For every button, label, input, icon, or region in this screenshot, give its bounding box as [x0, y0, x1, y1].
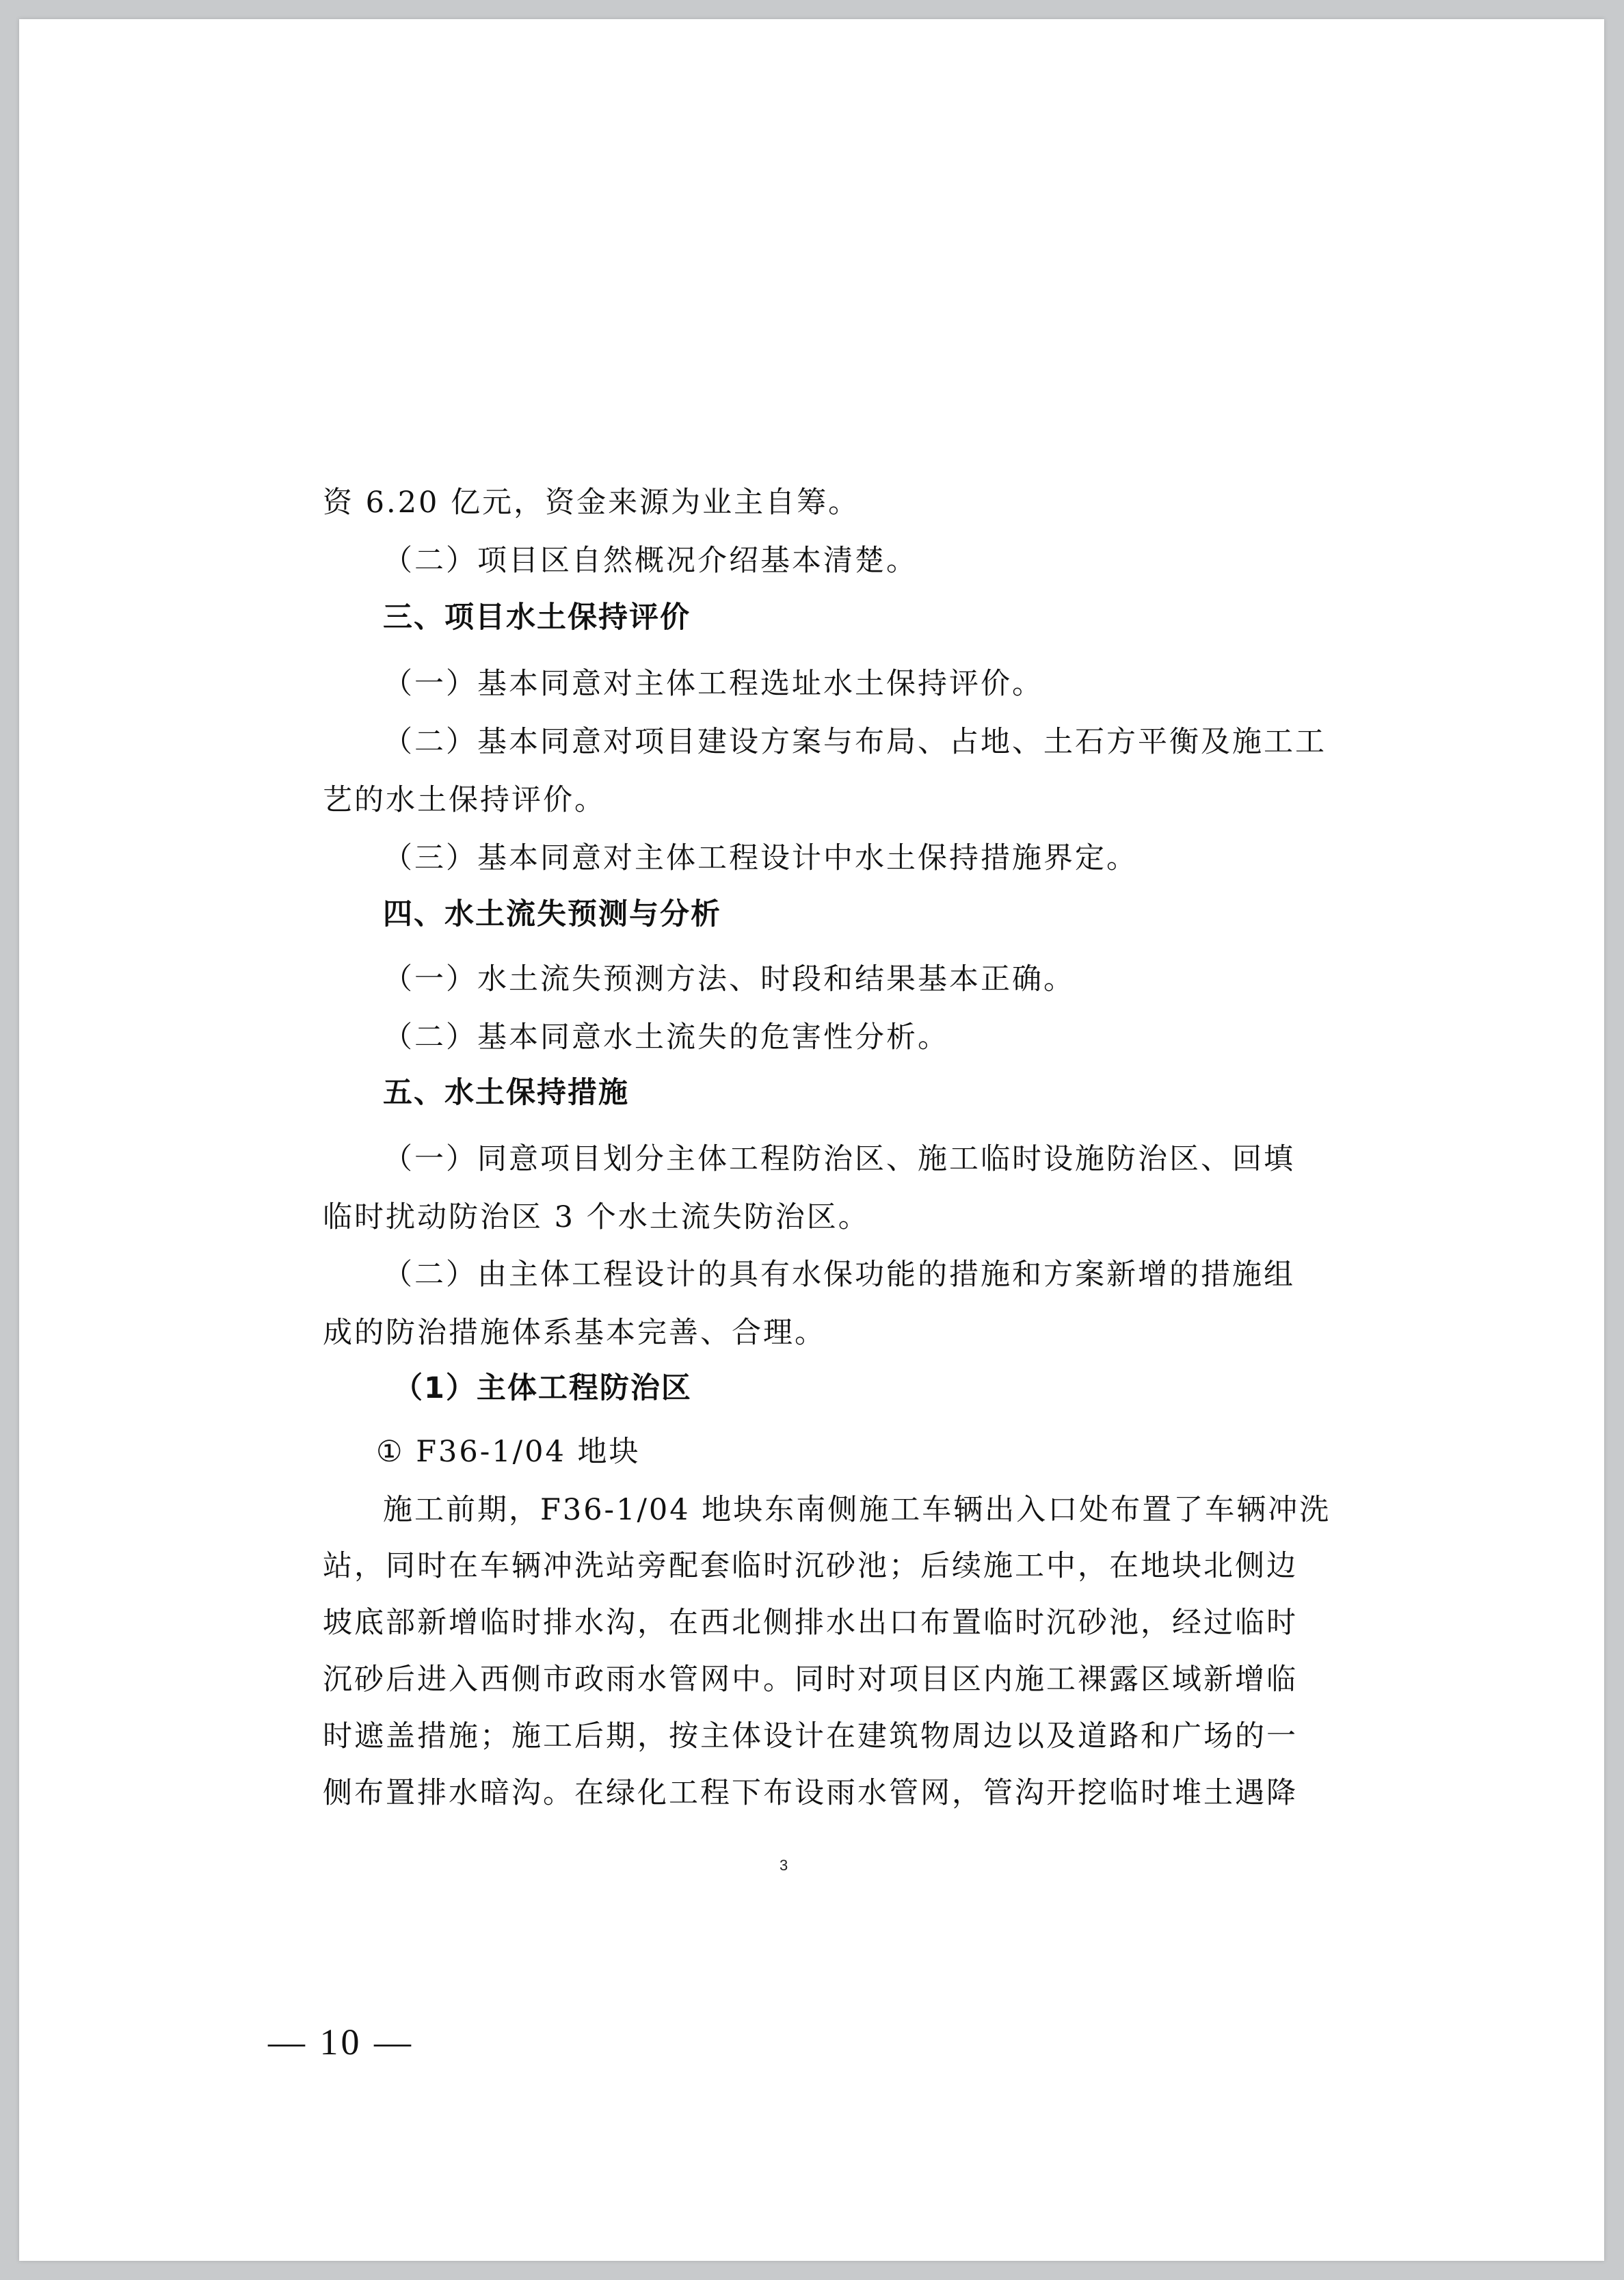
body-line: （一）同意项目划分主体工程防治区、施工临时设施防治区、回填 [383, 1142, 1295, 1176]
body-line: （一）基本同意对主体工程选址水土保持评价。 [383, 667, 1043, 701]
inner-page-number: 3 [780, 1857, 788, 1874]
body-line: （三）基本同意对主体工程设计中水土保持措施界定。 [383, 841, 1138, 875]
body-line: （二）基本同意对项目建设方案与布局、占地、土石方平衡及施工工 [383, 725, 1327, 759]
body-line: 艺的水土保持评价。 [323, 783, 606, 817]
section-heading: 三、项目水土保持评价 [383, 600, 691, 635]
body-line: （二）项目区自然概况介绍基本清楚。 [383, 544, 918, 578]
item-heading: ① F36-1/04 地块 [376, 1435, 641, 1469]
subsection-heading: （1）主体工程防治区 [393, 1371, 692, 1405]
body-line: （二）由主体工程设计的具有水保功能的措施和方案新增的措施组 [383, 1258, 1295, 1292]
body-line: 沉砂后进入西侧市政雨水管网中。同时对项目区内施工裸露区域新增临 [323, 1662, 1298, 1697]
body-line: 时遮盖措施；施工后期，按主体设计在建筑物周边以及道路和广场的一 [323, 1719, 1298, 1753]
body-line: （一）水土流失预测方法、时段和结果基本正确。 [383, 962, 1075, 996]
body-line: 站，同时在车辆冲洗站旁配套临时沉砂池；后续施工中，在地块北侧边 [323, 1549, 1298, 1583]
section-heading: 四、水土流失预测与分析 [383, 897, 721, 931]
page-footer-number: — 10 — [268, 2021, 414, 2063]
body-line: 坡底部新增临时排水沟，在西北侧排水出口布置临时沉砂池，经过临时 [323, 1606, 1298, 1640]
section-heading: 五、水土保持措施 [383, 1076, 629, 1110]
body-line: （二）基本同意水土流失的危害性分析。 [383, 1020, 949, 1055]
body-line: 成的防治措施体系基本完善、合理。 [323, 1316, 826, 1350]
body-line: 临时扰动防治区 3 个水土流失防治区。 [323, 1200, 870, 1234]
body-line: 侧布置排水暗沟。在绿化工程下布设雨水管网，管沟开挖临时堆土遇降 [323, 1776, 1298, 1810]
body-line: 资 6.20 亿元，资金来源为业主自筹。 [323, 486, 860, 520]
body-line: 施工前期，F36-1/04 地块东南侧施工车辆出入口处布置了车辆冲洗 [383, 1493, 1331, 1527]
